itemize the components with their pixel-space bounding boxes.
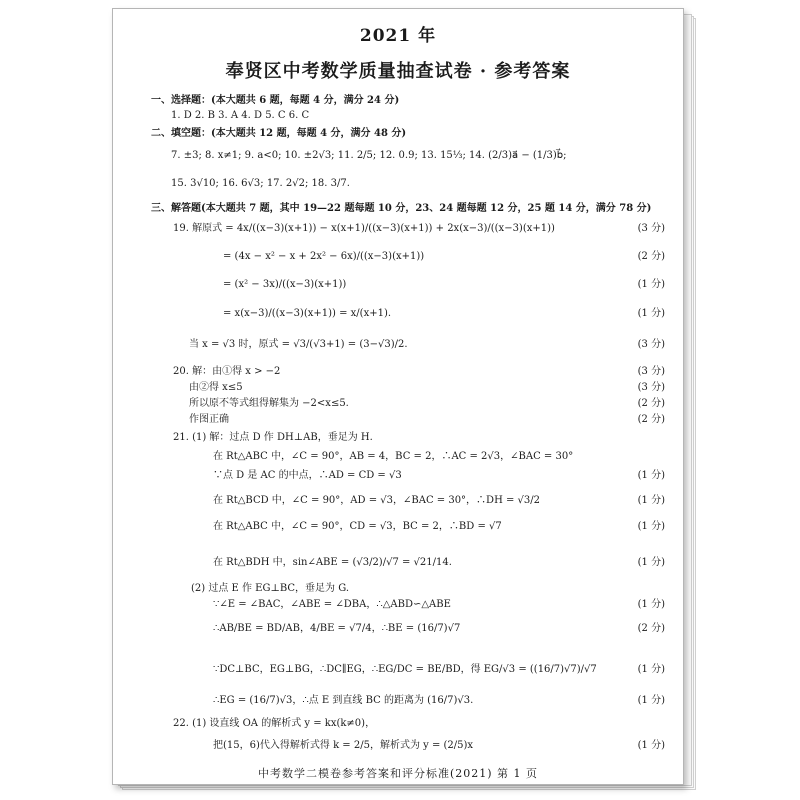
solution-line: ∴AB/BE = BD/AB，4/BE = √7/4，∴BE = (16/7)√7 xyxy=(213,623,461,634)
section-heading-solution: 三、解答题(本大题共 7 题，其中 19—22 题每题 10 分，23、24 题每题 12 分，25 题 14 分，满分 78 分) xyxy=(151,203,652,214)
score-label: (2 分) xyxy=(637,414,665,425)
solution-line: ∵∠E = ∠BAC，∠ABE = ∠DBA，∴△ABD∽△ABE xyxy=(213,599,451,610)
solution-line: 把(15，6)代入得解析式得 k = 2/5，解析式为 y = (2/5)x xyxy=(213,740,474,751)
answer-sheet-page xyxy=(112,8,684,785)
document-title: 奉贤区中考数学质量抽查试卷 · 参考答案 xyxy=(225,61,571,82)
choice-answers: 1. D 2. B 3. A 4. D 5. C 6. C xyxy=(171,110,310,121)
score-label: (2 分) xyxy=(637,623,665,634)
solution-line: = x(x−3)/((x−3)(x+1)) = x/(x+1). xyxy=(223,308,392,319)
solution-line: = (4x − x² − x + 2x² − 6x)/((x−3)(x+1)) xyxy=(223,251,425,262)
solution-line: ∵DC⊥BC，EG⊥BG，∴DC∥EG，∴EG/DC = BE/BD，得 EG/√3 = ((16/7)√7)/√7 xyxy=(213,664,597,675)
score-label: (1 分) xyxy=(637,695,665,706)
score-label: (1 分) xyxy=(637,470,665,481)
solution-line: 由②得 x≤5 xyxy=(189,382,243,393)
solution-line: 22. (1) 设直线 OA 的解析式 y = kx(k≠0)， xyxy=(173,718,376,729)
score-label: (3 分) xyxy=(637,382,665,393)
solution-line: ∴EG = (16/7)√3，∴点 E 到直线 BC 的距离为 (16/7)√3. xyxy=(213,695,474,706)
score-label: (1 分) xyxy=(637,279,665,290)
fill-answers-line-1: 7. ±3; 8. x≠1; 9. a<0; 10. ±2√3; 11. 2/5; 12. 0.9; 13. 15⅓; 14. (2/3)a⃗ − (1/3)b⃗; xyxy=(171,150,567,161)
solution-line: 在 Rt△ABC 中，∠C = 90°，AB = 4，BC = 2，∴AC = 2√3，∠BAC = 30° xyxy=(213,451,574,462)
solution-line: 当 x = √3 时，原式 = √3/(√3+1) = (3−√3)/2. xyxy=(189,339,408,350)
score-label: (1 分) xyxy=(637,664,665,675)
solution-line: 在 Rt△BCD 中，∠C = 90°，AD = √3，∠BAC = 30°，∴DH = √3/2 xyxy=(213,495,541,506)
score-label: (1 分) xyxy=(637,599,665,610)
score-label: (1 分) xyxy=(637,521,665,532)
solution-line: (2) 过点 E 作 EG⊥BC，垂足为 G. xyxy=(191,583,350,594)
solution-line: 作图正确 xyxy=(189,414,229,425)
score-label: (1 分) xyxy=(637,308,665,319)
solution-line: 21. (1) 解：过点 D 作 DH⊥AB，垂足为 H. xyxy=(173,432,373,443)
score-label: (2 分) xyxy=(637,251,665,262)
solution-line: 20. 解：由①得 x > −2 xyxy=(173,366,281,377)
page-footer: 中考数学二模卷参考答案和评分标准(2021) 第 1 页 xyxy=(257,767,539,780)
score-label: (2 分) xyxy=(637,398,665,409)
section-heading-choice: 一、选择题：(本大题共 6 题，每题 4 分，满分 24 分) xyxy=(151,95,400,106)
fill-answers-line-2: 15. 3√10; 16. 6√3; 17. 2√2; 18. 3/7. xyxy=(171,178,350,189)
score-label: (1 分) xyxy=(637,495,665,506)
score-label: (3 分) xyxy=(637,366,665,377)
document-year: 2021 年 xyxy=(359,26,437,46)
solution-line: 19. 解原式 = 4x/((x−3)(x+1)) − x(x+1)/((x−3)(x+1)) + 2x(x−3)/((x−3)(x+1)) xyxy=(173,223,555,234)
solution-line: 所以原不等式组得解集为 −2<x≤5. xyxy=(189,398,349,409)
score-label: (1 分) xyxy=(637,557,665,568)
solution-line: 在 Rt△BDH 中，sin∠ABE = (√3/2)/√7 = √21/14. xyxy=(213,557,452,568)
score-label: (3 分) xyxy=(637,223,665,234)
score-label: (3 分) xyxy=(637,339,665,350)
solution-line: = (x² − 3x)/((x−3)(x+1)) xyxy=(223,279,347,290)
section-heading-fill: 二、填空题：(本大题共 12 题，每题 4 分，满分 48 分) xyxy=(151,128,407,139)
solution-line: 在 Rt△ABC 中，∠C = 90°，CD = √3，BC = 2，∴BD = √7 xyxy=(213,521,502,532)
solution-line: ∵点 D 是 AC 的中点，∴AD = CD = √3 xyxy=(213,470,402,481)
score-label: (1 分) xyxy=(637,740,665,751)
